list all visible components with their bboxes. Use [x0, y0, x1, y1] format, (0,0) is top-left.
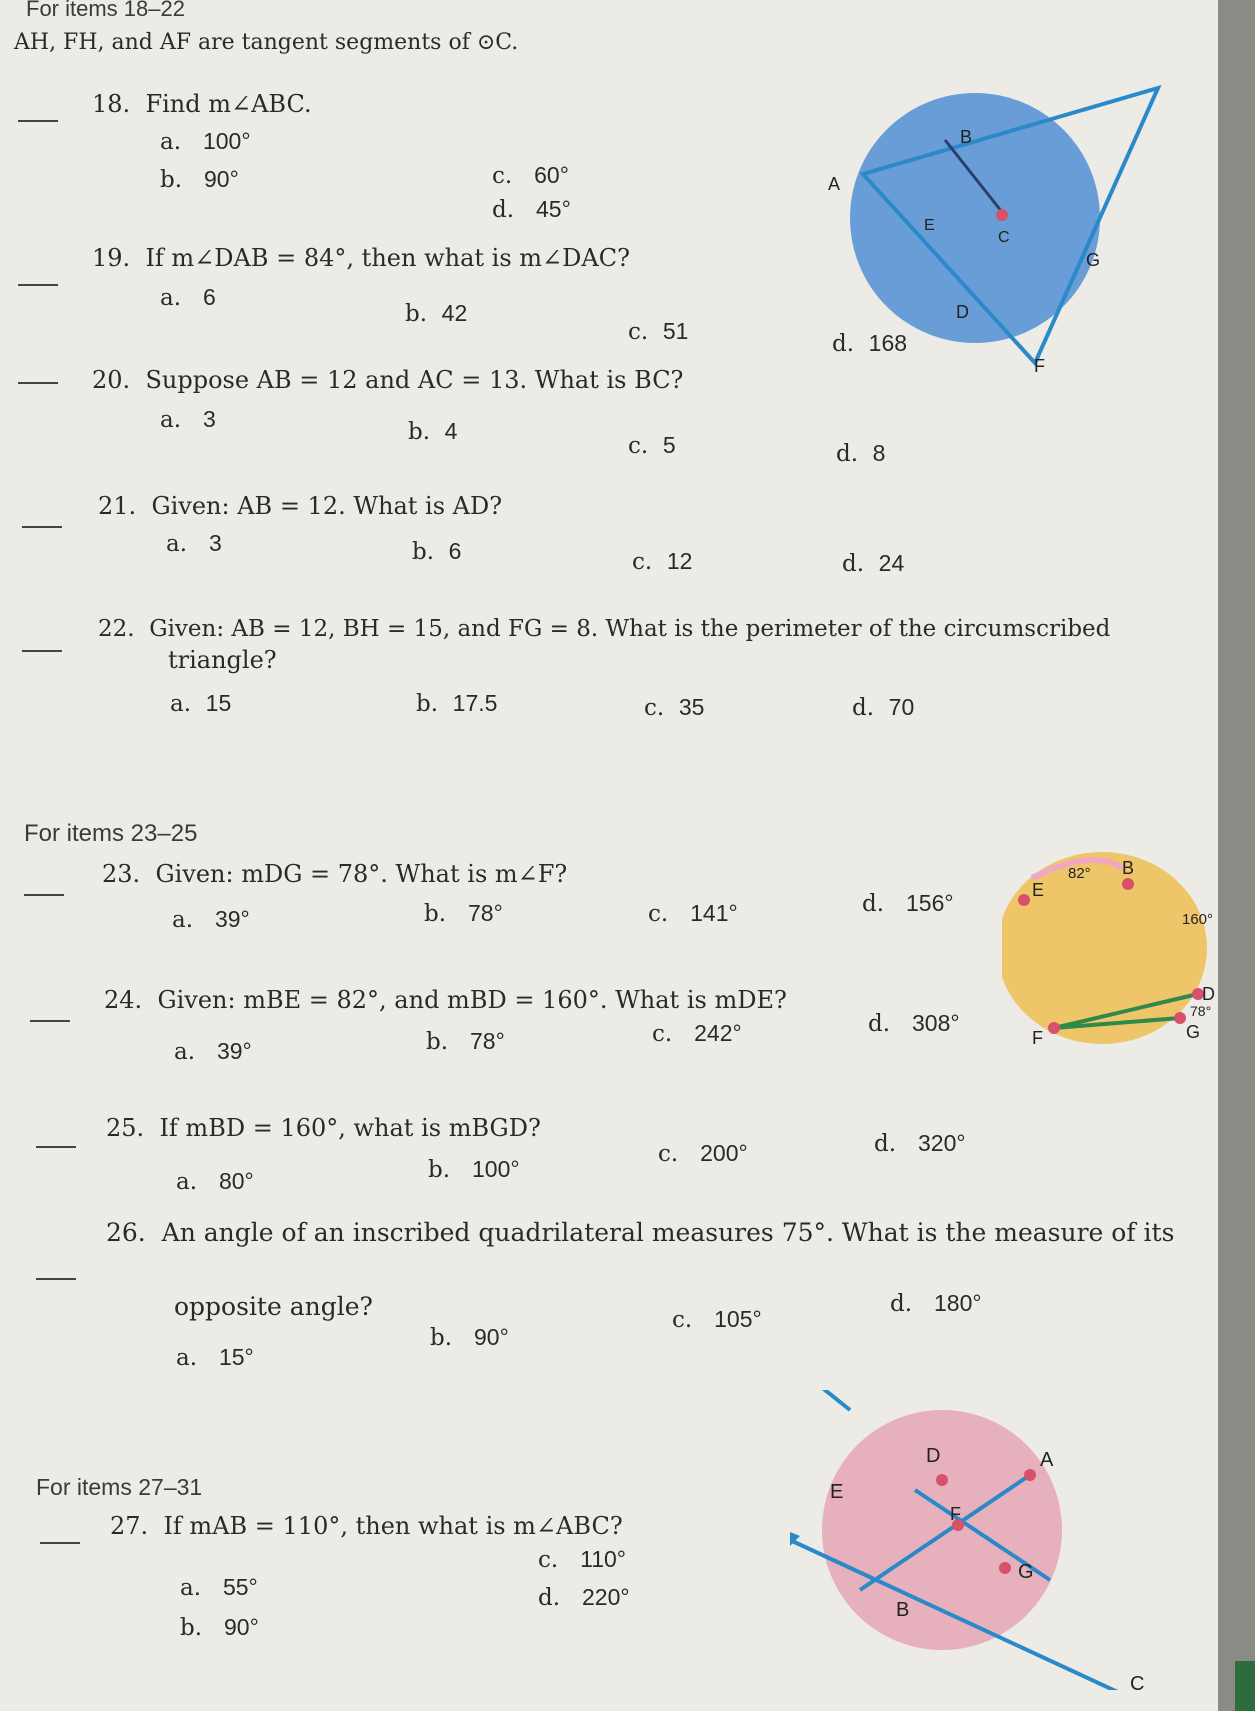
option-25b[interactable]: b. 100°: [428, 1156, 520, 1183]
label-c3: C: [1130, 1673, 1145, 1690]
option-18a[interactable]: a. 100°: [160, 128, 251, 155]
label-a3: A: [1040, 1449, 1054, 1471]
option-21d[interactable]: d. 24: [842, 550, 905, 577]
arc-label-bd: 160°: [1182, 911, 1214, 928]
answer-blank-18[interactable]: [18, 118, 58, 122]
option-25c[interactable]: c. 200°: [658, 1140, 748, 1167]
label-b: B: [960, 127, 973, 147]
option-18b[interactable]: b. 90°: [160, 166, 239, 193]
point-a3: [1024, 1469, 1036, 1481]
option-19c[interactable]: c. 51: [628, 318, 689, 345]
option-27d[interactable]: d. 220°: [538, 1584, 630, 1611]
label-b2: B: [1122, 858, 1135, 878]
answer-blank-27[interactable]: [40, 1540, 80, 1544]
question-19: 19. If m∠DAB = 84°, then what is m∠DAC?: [92, 244, 630, 272]
answer-blank-23[interactable]: [24, 892, 64, 896]
answer-blank-22[interactable]: [22, 648, 62, 652]
label-c: C: [998, 229, 1010, 246]
option-27c[interactable]: c. 110°: [538, 1546, 627, 1573]
option-22a[interactable]: a. 15: [170, 690, 232, 717]
option-24a[interactable]: a. 39°: [174, 1038, 252, 1065]
option-21a[interactable]: a. 3: [166, 530, 222, 557]
question-23: 23. Given: mDG = 78°. What is m∠F?: [102, 860, 568, 888]
circle-pink: [822, 1410, 1062, 1650]
point-g3: [999, 1562, 1011, 1574]
option-20d[interactable]: d. 8: [836, 440, 886, 467]
point-b: [1122, 878, 1134, 890]
option-27a[interactable]: a. 55°: [180, 1574, 258, 1601]
question-25: 25. If mBD = 160°, what is mBGD?: [106, 1114, 541, 1142]
arc-label-eb: 82°: [1068, 865, 1091, 882]
tangent-triangle-diagram: [760, 60, 1180, 390]
background-green-corner: [1235, 1661, 1255, 1711]
answer-blank-20[interactable]: [18, 380, 58, 384]
option-23d[interactable]: d. 156°: [862, 890, 954, 917]
option-24c[interactable]: c. 242°: [652, 1020, 742, 1047]
section-header-27-31: For items 27–31: [36, 1474, 203, 1500]
label-g2: G: [1186, 1022, 1201, 1042]
center-point-c: [996, 209, 1008, 221]
option-26d[interactable]: d. 180°: [890, 1290, 982, 1317]
question-21: 21. Given: AB = 12. What is AD?: [98, 492, 503, 520]
option-26c[interactable]: c. 105°: [672, 1306, 762, 1333]
option-21b[interactable]: b. 6: [412, 538, 462, 565]
label-g3: G: [1018, 1561, 1034, 1583]
option-26a[interactable]: a. 15°: [176, 1344, 254, 1371]
question-26: 26. An angle of an inscribed quadrilateral measures 75°. What is the measure of its: [106, 1218, 1175, 1247]
option-25d[interactable]: d. 320°: [874, 1130, 966, 1157]
option-20b[interactable]: b. 4: [408, 418, 458, 445]
option-21c[interactable]: c. 12: [632, 548, 693, 575]
option-24b[interactable]: b. 78°: [426, 1028, 505, 1055]
question-20: 20. Suppose AB = 12 and AC = 13. What is BC?: [92, 366, 684, 394]
point-d3: [936, 1474, 948, 1486]
section-intro-tangent: AH, FH, and AF are tangent segments of ⊙C.: [14, 30, 519, 55]
point-f: [1048, 1022, 1060, 1034]
question-22: 22. Given: AB = 12, BH = 15, and FG = 8. What is the perimeter of the circumscribed: [98, 616, 1111, 642]
section-header-18-22: For items 18–22: [26, 0, 185, 21]
question-18: 18. Find m∠ABC.: [92, 90, 312, 118]
answer-blank-21[interactable]: [22, 524, 62, 528]
circle-arcs-diagram: [1002, 848, 1218, 1058]
question-27: 27. If mAB = 110°, then what is m∠ABC?: [110, 1512, 623, 1540]
label-a: A: [828, 174, 841, 194]
option-18c[interactable]: c. 60°: [492, 162, 569, 189]
option-19d[interactable]: d. 168: [832, 330, 908, 357]
question-26-line2: opposite angle?: [174, 1292, 373, 1321]
section-header-23-25: For items 23–25: [24, 820, 198, 847]
question-24: 24. Given: mBE = 82°, and mBD = 160°. What is mDE?: [104, 986, 787, 1014]
label-e2: E: [1032, 880, 1045, 900]
point-e: [1018, 894, 1030, 906]
option-24d[interactable]: d. 308°: [868, 1010, 960, 1037]
option-20c[interactable]: c. 5: [628, 432, 676, 459]
option-19a[interactable]: a. 6: [160, 284, 216, 311]
point-g: [1174, 1012, 1186, 1024]
answer-blank-24[interactable]: [30, 1018, 70, 1022]
label-d3: D: [926, 1445, 941, 1467]
option-23a[interactable]: a. 39°: [172, 906, 250, 933]
label-d2: D: [1202, 984, 1215, 1004]
option-22c[interactable]: c. 35: [644, 694, 705, 721]
answer-blank-19[interactable]: [18, 282, 58, 286]
label-e: E: [924, 217, 935, 234]
label-e3: E: [830, 1481, 844, 1503]
option-25a[interactable]: a. 80°: [176, 1168, 254, 1195]
option-27b[interactable]: b. 90°: [180, 1614, 259, 1641]
label-f2: F: [1032, 1028, 1043, 1048]
option-23c[interactable]: c. 141°: [648, 900, 738, 927]
arrow-top-line: [790, 1390, 850, 1410]
label-f: F: [1034, 356, 1045, 376]
option-19b[interactable]: b. 42: [405, 300, 468, 327]
option-22b[interactable]: b. 17.5: [416, 690, 498, 717]
arc-label-dg: 78°: [1190, 1003, 1212, 1019]
label-g: G: [1086, 250, 1101, 270]
label-d: D: [956, 302, 969, 322]
option-26b[interactable]: b. 90°: [430, 1324, 509, 1351]
label-b3: B: [896, 1599, 910, 1621]
option-18d[interactable]: d. 45°: [492, 196, 571, 223]
option-22d[interactable]: d. 70: [852, 694, 915, 721]
question-22-line2: triangle?: [168, 646, 277, 674]
label-f3: F: [950, 1504, 961, 1524]
page-edge-shadow: [1218, 0, 1255, 1711]
option-20a[interactable]: a. 3: [160, 406, 216, 433]
option-23b[interactable]: b. 78°: [424, 900, 503, 927]
answer-blank-26[interactable]: [36, 1276, 76, 1280]
secant-tangent-diagram: [790, 1390, 1190, 1690]
answer-blank-25[interactable]: [36, 1144, 76, 1148]
